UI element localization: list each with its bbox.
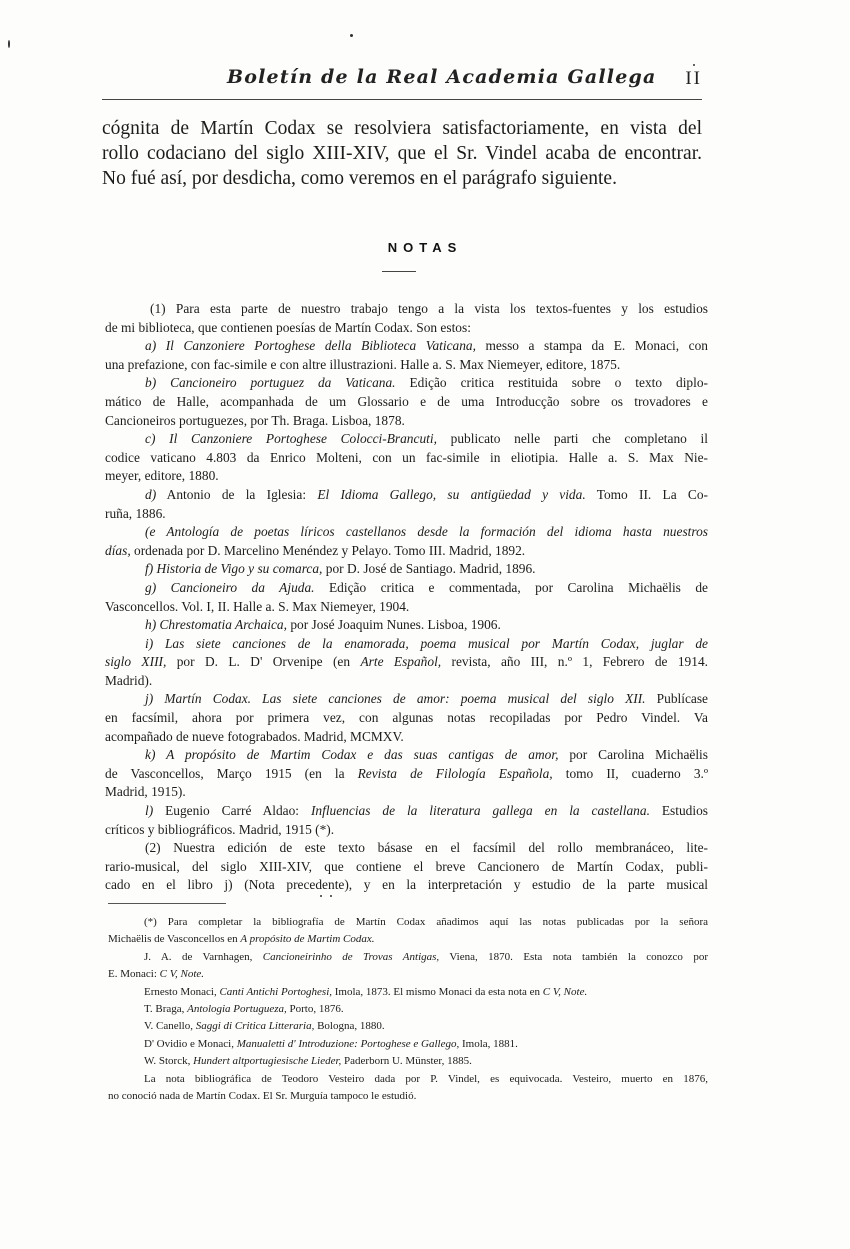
body-line: cógnita de Martín Codax se resolviera satisfactoriamente, en vista del: [102, 118, 702, 139]
footnote-vesteiro-cont: no conoció nada de Martín Codax. El Sr. Murguía tampoco le estudió.: [108, 1090, 417, 1103]
bib-item-a: a) Il Canzoniere Portoghese della Biblioteca Vaticana, messo a stampa da E. Monaci, con: [145, 338, 708, 354]
bib-item-j-cont: en facsímil, ahora por primera vez, con algunas notas recopiladas por Pedro Vindel. Va: [105, 710, 708, 726]
notes-heading-rule: [382, 271, 416, 272]
bib-item-c-cont: meyer, editore, 1880.: [105, 468, 219, 484]
bib-item-i-cont: siglo XIII, por D. L. D' Orvenipe (en Arte Español, revista, año III, n.º 1, Febrero de 1914.: [105, 654, 708, 670]
bib-item-e: (e Antología de poetas líricos castellanos desde la formación del idioma hasta nuestros: [145, 524, 708, 540]
bib-item-b-cont: mático de Halle, acompanhada de um Glossario e de uma Introducção sobre os trovadores e: [105, 393, 708, 409]
body-line: No fué así, por desdicha, como veremos en el parágrafo siguiente.: [102, 168, 617, 189]
bib-item-g-cont: Vasconcellos. Vol. I, II. Halle a. S. Max Niemeyer, 1904.: [105, 598, 410, 614]
bib-item-b: b) Cancioneiro portuguez da Vaticana. Edição critica restituida sobre o texto diplo-: [145, 375, 708, 391]
bib-item-d: d) Antonio de la Iglesia: El Idioma Gallego, su antigüedad y vida. Tomo II. La Co-: [145, 486, 708, 502]
note-2-line: cado en el libro j) (Nota precedente), y en la interpretación y estudio de la parte musical: [105, 877, 708, 893]
notes-heading: NOTAS: [387, 240, 463, 255]
footnote-entry: T. Braga, Antologia Portugueza, Porto, 1876.: [144, 1003, 344, 1016]
footnote-star: (*) Para completar la bibliografía de Martín Codax añadimos aquí las notas publicadas por la señora: [144, 916, 708, 928]
bib-item-l-cont: críticos y bibliográficos. Madrid, 1915 (*).: [105, 821, 335, 837]
bib-item-f: f) Historia de Vigo y su comarca, por D. José de Santiago. Madrid, 1896.: [145, 561, 536, 577]
scan-speck: [320, 895, 322, 897]
footnote-vesteiro: La nota bibliográfica de Teodoro Vesteiro dada por P. Vindel, es equivocada. Vesteiro, muerto en 1876,: [144, 1072, 708, 1085]
bib-item-b-cont: Cancioneiros portuguezes, por Th. Braga. Lisboa, 1878.: [105, 412, 405, 428]
bib-item-i: i) Las siete canciones de la enamorada, poema musical por Martín Codax, juglar de: [145, 635, 708, 651]
bib-item-d-cont: ruña, 1886.: [105, 505, 166, 521]
bib-item-j: j) Martín Codax. Las siete canciones de amor: poema musical del siglo XII. Publícase: [145, 691, 709, 707]
bib-item-k-cont: de Vasconcellos, Março 1915 (en la Revista de Filología Española, tomo II, cuaderno 3.º: [105, 765, 709, 781]
footnote-entry-cont: E. Monaci: C V, Note.: [108, 968, 205, 981]
body-line: rollo codaciano del siglo XIII-XIV, que el Sr. Vindel acaba de encontrar.: [102, 143, 702, 164]
footnote-entry: J. A. de Varnhagen, Cancioneirinho de Trovas Antigas, Viena, 1870. Esta nota también la conozco por: [144, 950, 708, 963]
note-1-line: (1) Para esta parte de nuestro trabajo tengo a la vista los textos-fuentes y los estudios: [150, 301, 708, 316]
bib-item-e-cont: días, ordenada por D. Marcelino Menéndez y Pelayo. Tomo III. Madrid, 1892.: [105, 542, 526, 558]
footnote-entry: V. Canello, Saggi di Critica Litteraria, Bologna, 1880.: [144, 1020, 385, 1033]
bib-item-a-cont: una prefazione, con fac-simile e con altre illustrazioni. Halle a. S. Max Niemeyer, editore, 1875.: [105, 356, 621, 372]
bib-item-k-cont: Madrid, 1915).: [105, 784, 186, 800]
bib-item-j-cont: acompañado de nueve fotograbados. Madrid, MCMXV.: [105, 728, 404, 744]
bib-item-i-cont: Madrid).: [105, 672, 153, 688]
running-header: [102, 66, 702, 98]
footnote-entry: D' Ovidio e Monaci, Manualetti d' Introduzione: Portoghese e Gallego, Imola, 1881.: [144, 1037, 518, 1050]
footnote-entry: W. Storck, Hundert altportugiesische Lieder, Paderborn U. Münster, 1885.: [144, 1055, 472, 1068]
note-1-line: de mi biblioteca, que contienen poesías de Martín Codax. Son estos:: [105, 319, 471, 335]
footnote-entry: Ernesto Monaci, Canti Antichi Portoghesi, Imola, 1873. El mismo Monaci da esta nota en C V, Note.: [144, 985, 588, 998]
journal-title: Boletín de la Real Academia Gallega: [227, 66, 657, 88]
scan-speck: [693, 64, 695, 66]
page-number: II: [685, 68, 702, 89]
bib-item-c: c) Il Canzoniere Portoghese Colocci-Brancuti, publicato nelle parti che completano il: [145, 431, 708, 447]
bib-item-g: g) Cancioneiro da Ajuda. Edição critica e commentada, por Carolina Michaëlis de: [145, 579, 708, 595]
footnotes-section: [108, 914, 708, 1105]
note-2-line: rario-musical, del siglo XIII-XIV, que contiene el breve Cancionero de Martín Codax, publi-: [105, 858, 708, 874]
footnote-rule: [108, 903, 226, 904]
scan-speck: [330, 895, 332, 897]
notes-section: [105, 300, 708, 895]
scan-speck: [8, 40, 10, 48]
body-paragraph: [102, 116, 702, 191]
header-rule: [102, 99, 702, 100]
note-2-line: (2) Nuestra edición de este texto básase en el facsímil del rollo membranáceo, lite-: [145, 840, 708, 856]
bib-item-h: h) Chrestomatia Archaica, por José Joaquim Nunes. Lisboa, 1906.: [145, 617, 501, 633]
scan-speck: [350, 34, 353, 37]
bib-item-k: k) A propósito de Martim Codax e das suas cantigas de amor, por Carolina Michaëlis: [145, 747, 708, 763]
footnote-star-cont: Michaëlis de Vasconcellos en A propósito de Martim Codax.: [108, 933, 375, 946]
bib-item-c-cont: codice vaticano 4.803 da Enrico Molteni, con un fac-simile in eliotipia. Halle a. S. Max Nie-: [105, 449, 708, 465]
bib-item-l: l) Eugenio Carré Aldao: Influencias de la literatura gallega en la castellana. Estudios: [145, 803, 708, 819]
